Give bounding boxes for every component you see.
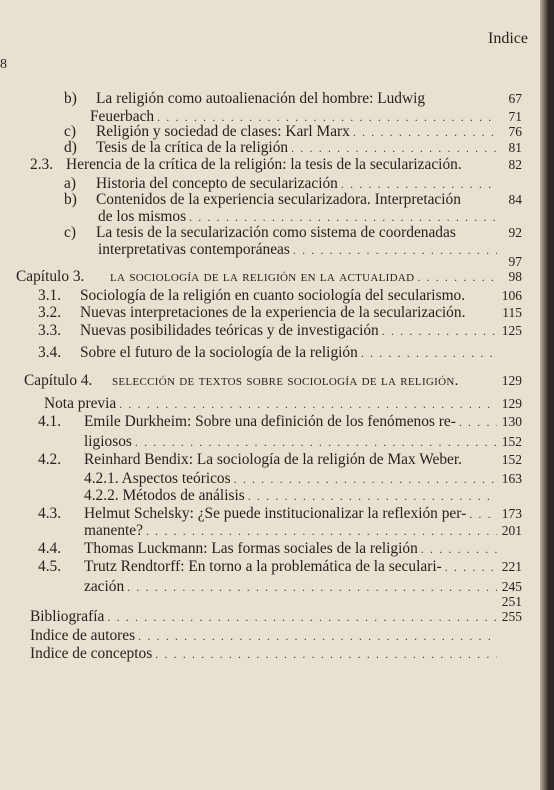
toc-entry-page: 71: [508, 109, 522, 124]
toc-entry-number: a): [64, 175, 76, 192]
dot-leader: [417, 268, 497, 286]
toc-entry-number: d): [64, 139, 77, 156]
toc-entry-page: 92: [508, 225, 522, 240]
toc-entry-title: La religión como autoalienación del hombre: Ludwig: [96, 90, 426, 107]
dot-leader: [469, 505, 497, 523]
toc-entry-page: 129: [501, 396, 522, 411]
dot-leader: [135, 433, 497, 451]
toc-entry-page: 173: [501, 506, 522, 521]
dot-leader: [234, 470, 497, 488]
toc-entry: [16, 268, 522, 286]
toc-entry-title: la sociología de la religión en la actualidad: [110, 269, 415, 285]
toc-entry-number: 3.3.: [38, 322, 62, 339]
toc-entry-page: 125: [501, 323, 522, 338]
toc-entry-number: 4.5.: [38, 558, 62, 575]
toc-entry-page: 245: [501, 579, 522, 594]
page-number: 8: [0, 57, 7, 72]
toc-entry: [38, 540, 522, 558]
toc-entry-number: 3.2.: [38, 304, 62, 321]
toc-entry-title: interpretativas contemporáneas: [98, 241, 290, 258]
toc-entry: [84, 433, 522, 451]
toc-entry-title: Herencia de la crítica de la religión: la tesis de la secularización.: [66, 156, 462, 173]
toc-entry-number: 2.3.: [30, 156, 54, 173]
dot-leader: [107, 608, 497, 626]
dot-leader: [155, 645, 497, 663]
toc-entry-page: 98: [508, 269, 522, 284]
toc-entry: [84, 522, 522, 540]
toc-entry: [64, 90, 522, 108]
toc-entry-page: 255: [501, 609, 522, 624]
toc-entry: [38, 505, 522, 523]
toc-entry-page: 251: [501, 594, 522, 609]
toc-entry: [84, 470, 522, 488]
toc-entry: [64, 224, 522, 242]
toc-entry: [30, 627, 522, 645]
toc-entry: [38, 304, 522, 322]
toc-entry-page: 76: [508, 124, 522, 139]
toc-entry: [30, 156, 522, 174]
toc-entry-page: 81: [508, 140, 522, 155]
toc-entry-title: Tesis de la crítica de la religión: [96, 139, 289, 156]
toc-entry-number: c): [64, 224, 76, 241]
toc-entry-title: 4.2.2. Métodos de análisis: [84, 487, 245, 504]
toc-entry-page: 163: [501, 471, 522, 486]
toc-entry-number: 4.2.: [38, 451, 62, 468]
toc-entry-number: Capítulo 3.: [16, 268, 85, 285]
toc-entry-title: Feuerbach: [90, 108, 155, 125]
dot-leader: [291, 139, 497, 157]
toc-entry-title: Sobre el futuro de la sociología de la religión: [80, 344, 358, 361]
page-edge: [540, 0, 548, 790]
toc-entry-title: zación: [84, 578, 125, 595]
dot-leader: [361, 344, 497, 362]
dot-leader: [421, 540, 497, 558]
dot-leader: [382, 322, 497, 340]
toc-entry: [44, 395, 522, 413]
toc-entry-title: Nuevas posibilidades teóricas y de investigación: [80, 322, 379, 339]
toc-entry: [30, 608, 522, 626]
toc-entry-page: 201: [501, 523, 522, 538]
toc-entry-number: 3.1.: [38, 287, 62, 304]
toc-entry-title: Nota previa: [44, 395, 117, 412]
toc-entry-title: Reinhard Bendix: La sociología de la religión de Max Weber.: [84, 451, 463, 468]
toc-entry-page: 82: [508, 157, 522, 172]
toc-entry-title: Trutz Rendtorff: En torno a la problemática de la seculari-: [84, 558, 442, 575]
toc-entry: [38, 558, 522, 576]
toc-entry: [38, 287, 522, 305]
toc-entry-number: Capítulo 4.: [24, 372, 93, 389]
toc-entry-page: 97: [508, 254, 522, 269]
toc-entry-title: Helmut Schelsky: ¿Se puede institucionalizar la reflexión per-: [84, 505, 467, 522]
dot-leader: [248, 487, 497, 505]
dot-leader: [119, 395, 497, 413]
toc-entry-page: 115: [502, 305, 522, 320]
toc-entry: [38, 322, 522, 340]
toc-entry-number: b): [64, 90, 77, 107]
toc-entry-title: Nuevas interpretaciones de la experiencia de la secularización.: [80, 304, 466, 321]
toc-entry: [30, 645, 522, 663]
toc-entry-title: La tesis de la secularización como sistema de coordenadas: [96, 224, 456, 241]
toc-entry-title: Thomas Luckmann: Las formas sociales de la religión: [84, 540, 418, 557]
toc-entry-number: 4.1.: [38, 413, 62, 430]
toc-entry-number: 4.4.: [38, 540, 62, 557]
toc-entry-title: Sociología de la religión en cuanto sociología del secularismo.: [80, 287, 466, 304]
toc-entry-title: Emile Durkheim: Sobre una definición de los fenómenos re-: [84, 413, 456, 430]
toc-entry-title: selección de textos sobre sociología de la religión.: [112, 373, 459, 389]
dot-leader: [459, 413, 497, 431]
toc-entry-title: Indice de autores: [30, 627, 136, 644]
toc-entry: [84, 487, 522, 505]
toc-entry: [24, 372, 522, 390]
toc-entry: [64, 191, 522, 209]
toc-entry-page: 130: [501, 414, 522, 429]
toc-entry-page: 67: [508, 91, 522, 106]
toc-entry: [38, 451, 522, 469]
dot-leader: [146, 522, 497, 540]
toc-entry-title: ligiosos: [84, 433, 132, 450]
toc-entry-title: 4.2.1. Aspectos teóricos: [84, 470, 231, 487]
toc-entry-title: Bibliografía: [30, 608, 105, 625]
toc-entry-page: 152: [501, 452, 522, 467]
toc-entry-page: 129: [501, 373, 522, 388]
toc-entry: [38, 413, 522, 431]
toc-entry-page: 106: [501, 288, 522, 303]
dot-leader: [445, 558, 497, 576]
toc-entry-number: 4.3.: [38, 505, 62, 522]
toc-entry-title: manente?: [84, 522, 143, 539]
toc-entry-title: Historia del concepto de secularización: [96, 175, 338, 192]
toc-entry-page: 221: [501, 559, 522, 574]
toc-entry: [64, 139, 522, 157]
toc-entry-number: b): [64, 191, 77, 208]
toc-entry-page: 84: [508, 192, 522, 207]
running-header: Indice: [488, 30, 528, 47]
toc-entry-title: Indice de conceptos: [30, 645, 153, 662]
toc-entry-number: 3.4.: [38, 344, 62, 361]
toc-entry-number: c): [64, 123, 76, 140]
toc-entry-page: 152: [501, 434, 522, 449]
toc-entry-title: Religión y sociedad de clases: Karl Marx: [96, 123, 350, 140]
dot-leader: [138, 627, 497, 645]
toc-entry: [38, 344, 522, 362]
toc-entry-title: de los mismos: [98, 208, 187, 225]
toc-entry-title: Contenidos de la experiencia secularizadora. Interpretación: [96, 191, 461, 208]
